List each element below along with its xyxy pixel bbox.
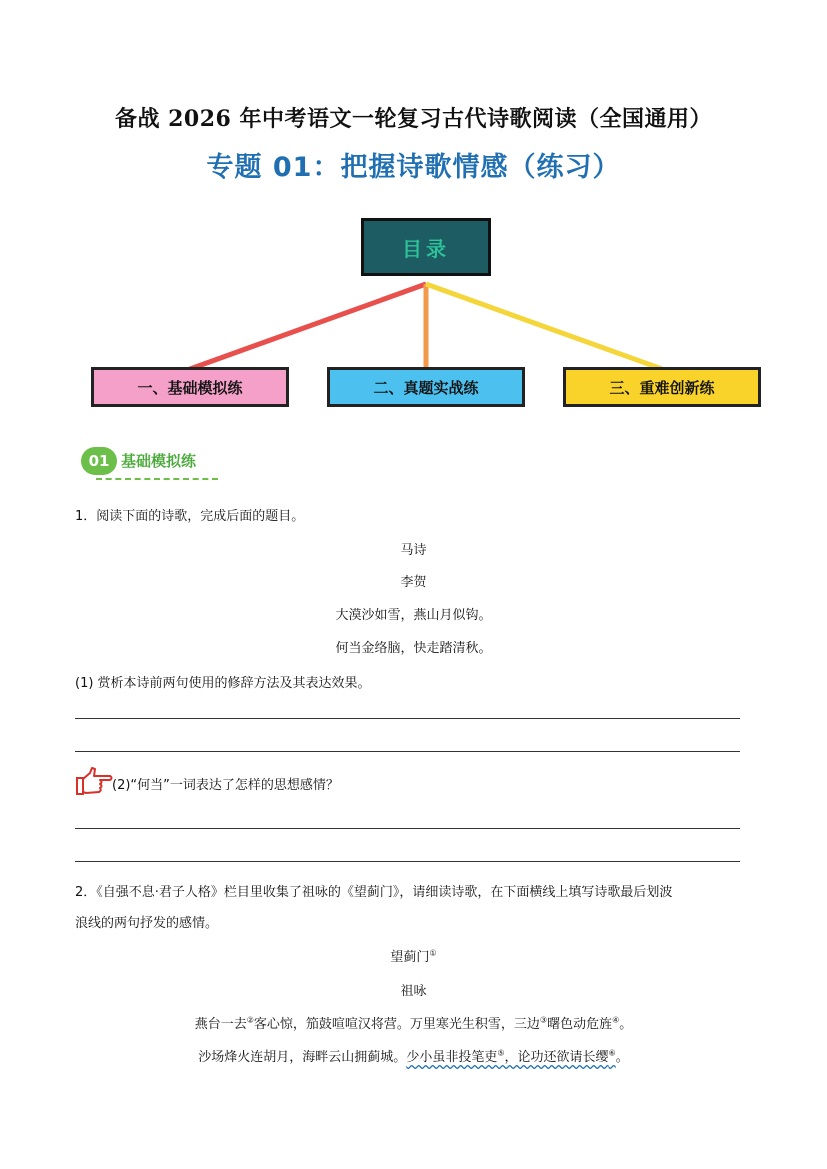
toc-line-1	[190, 284, 426, 369]
toc-root: 目录	[361, 218, 491, 276]
toc-line-3	[426, 284, 662, 369]
q2-poem-line-1	[0, 1013, 827, 1032]
footnote-marker: ⑤	[497, 1048, 505, 1058]
answer-line[interactable]	[75, 718, 740, 719]
toc-connector-lines	[0, 0, 827, 420]
answer-line[interactable]	[75, 751, 740, 752]
section-underline	[96, 478, 218, 480]
q1-sub-question-2: (2)“何当”一词表达了怎样的思想感情？	[112, 778, 339, 793]
poem-text: 燕台一去	[194, 1017, 247, 1032]
q2-poem-title-row	[0, 946, 827, 965]
q2-prompt-line-1: 2．《自强不息·君子人格》栏目里收集了祖咏的《望蓟门》，请细读诗歌，在下面横线上填写诗歌最后划波	[75, 885, 673, 900]
section-label: 基础模拟练	[121, 452, 197, 470]
toc-branch-real[interactable]: 二、真题实战练	[327, 367, 525, 407]
poem-text: 。	[615, 1050, 629, 1065]
section-number-badge: 01	[81, 447, 117, 475]
q1-prompt: 1．阅读下面的诗歌，完成后面的题目。	[75, 509, 305, 524]
pointing-hand-icon	[74, 766, 114, 800]
q1-poem-author: 李贺	[400, 575, 427, 590]
answer-line[interactable]	[75, 828, 740, 829]
footnote-marker: ④	[612, 1015, 620, 1025]
poem-text: 曙色动危旌	[547, 1017, 613, 1032]
poem-text: 沙场烽火连胡月，海畔云山拥蓟城。	[198, 1050, 407, 1065]
document-title: 备战 2026 年中考语文一轮复习古代诗歌阅读（全国通用）	[114, 106, 713, 132]
q2-prompt-line-2: 浪线的两句抒发的感情。	[75, 916, 219, 931]
toc-branch-hard[interactable]: 三、重难创新练	[563, 367, 761, 407]
footnote-marker: ③	[539, 1015, 548, 1025]
toc-branch-basic[interactable]: 一、基础模拟练	[91, 367, 289, 407]
q1-poem-line-2: 何当金络脑，快走踏清秋。	[335, 641, 492, 656]
q1-poem-line-1: 大漠沙如雪，燕山月似钩。	[335, 608, 492, 623]
q2-poem-title: 望蓟门	[390, 950, 430, 965]
q2-poem-author: 祖咏	[400, 984, 427, 999]
wavy-underlined-text	[406, 1050, 615, 1065]
footnote-marker: ②	[246, 1015, 254, 1025]
footnote-marker: ①	[429, 948, 437, 958]
poem-text: 客心惊，笳鼓喧喧汉将营。万里寒光生积雪，三边	[253, 1017, 540, 1032]
answer-line[interactable]	[75, 861, 740, 862]
document-subtitle: 专题 01：把握诗歌情感（练习）	[206, 152, 621, 183]
poem-text: ，论功还欲请长缨	[504, 1050, 609, 1065]
q1-sub-question-1: (1) 赏析本诗前两句使用的修辞方法及其表达效果。	[75, 676, 371, 691]
q2-poem-line-2	[0, 1046, 827, 1065]
footnote-marker: ⑥	[608, 1048, 616, 1058]
poem-text: 少小虽非投笔吏	[406, 1050, 498, 1065]
poem-text: 。	[619, 1017, 633, 1032]
q1-poem-title: 马诗	[400, 543, 427, 558]
